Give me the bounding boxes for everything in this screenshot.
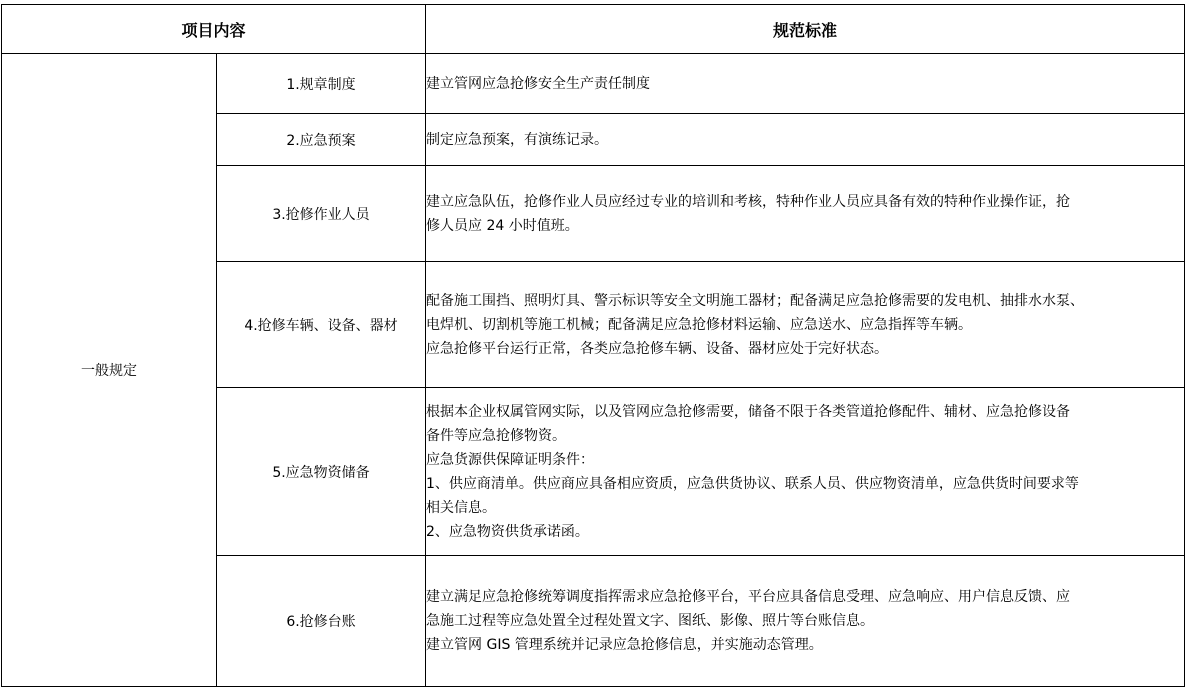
category-cell: 一般规定: [2, 54, 217, 687]
standard-line: 相关信息。: [426, 499, 497, 516]
item-cell: 6.抢修台账: [217, 556, 426, 687]
standard-cell: [426, 54, 1185, 114]
standard-line: 建立管网应急抢修安全生产责任制度: [426, 75, 651, 92]
header-project-content: 项目内容: [2, 5, 426, 54]
item-cell: 4.抢修车辆、设备、器材: [217, 262, 426, 388]
standard-line: 建立应急队伍，抢修作业人员应经过专业的培训和考核，特种作业人员应具备有效的特种作业操作证，抢: [426, 193, 1071, 210]
standard-line: 电焊机、切割机等施工机械；配备满足应急抢修材料运输、应急送水、应急指挥等车辆。: [426, 316, 973, 333]
standard-cell: [426, 556, 1185, 687]
header-standard: 规范标准: [426, 5, 1185, 54]
standard-line: 急施工过程等应急处置全过程处置文字、图纸、影像、照片等台账信息。: [426, 613, 875, 629]
standard-cell: [426, 114, 1185, 166]
item-cell: 3.抢修作业人员: [217, 166, 426, 262]
standard-line: 建立满足应急抢修统筹调度指挥需求应急抢修平台，平台应具备信息受理、应急响应、用户信息反馈、应: [426, 589, 1071, 605]
standard-line: 制定应急预案，有演练记录。: [426, 131, 609, 148]
item-cell: 1.规章制度: [217, 54, 426, 114]
standard-line: 建立管网 GIS 管理系统并记录应急抢修信息，并实施动态管理。: [426, 637, 823, 653]
header-row: [2, 5, 1185, 54]
item-cell: 5.应急物资储备: [217, 388, 426, 556]
standard-line: 备件等应急抢修物资。: [426, 427, 567, 444]
standard-cell: [426, 262, 1185, 388]
standard-line: 2、应急物资供货承诺函。: [426, 523, 589, 540]
standard-line: 配备施工围挡、照明灯具、警示标识等安全文明施工器材；配备满足应急抢修需要的发电机、抽排水水泵、: [426, 292, 1085, 309]
standard-line: 应急货源供保障证明条件：: [426, 451, 595, 468]
standard-line: 根据本企业权属管网实际，以及管网应急抢修需要，储备不限于各类管道抢修配件、辅材、应急抢修设备: [426, 403, 1071, 420]
standard-line: 1、供应商清单。供应商应具备相应资质，应急供货协议、联系人员、供应物资清单，应急供货时间要求等: [426, 475, 1079, 492]
table-row: [2, 54, 1185, 114]
standard-cell: [426, 166, 1185, 262]
standard-cell: [426, 388, 1185, 556]
item-cell: 2.应急预案: [217, 114, 426, 166]
standard-line: 应急抢修平台运行正常，各类应急抢修车辆、设备、器材应处于完好状态。: [426, 340, 889, 357]
standard-line: 修人员应 24 小时值班。: [426, 217, 579, 234]
standards-table: [1, 4, 1185, 687]
